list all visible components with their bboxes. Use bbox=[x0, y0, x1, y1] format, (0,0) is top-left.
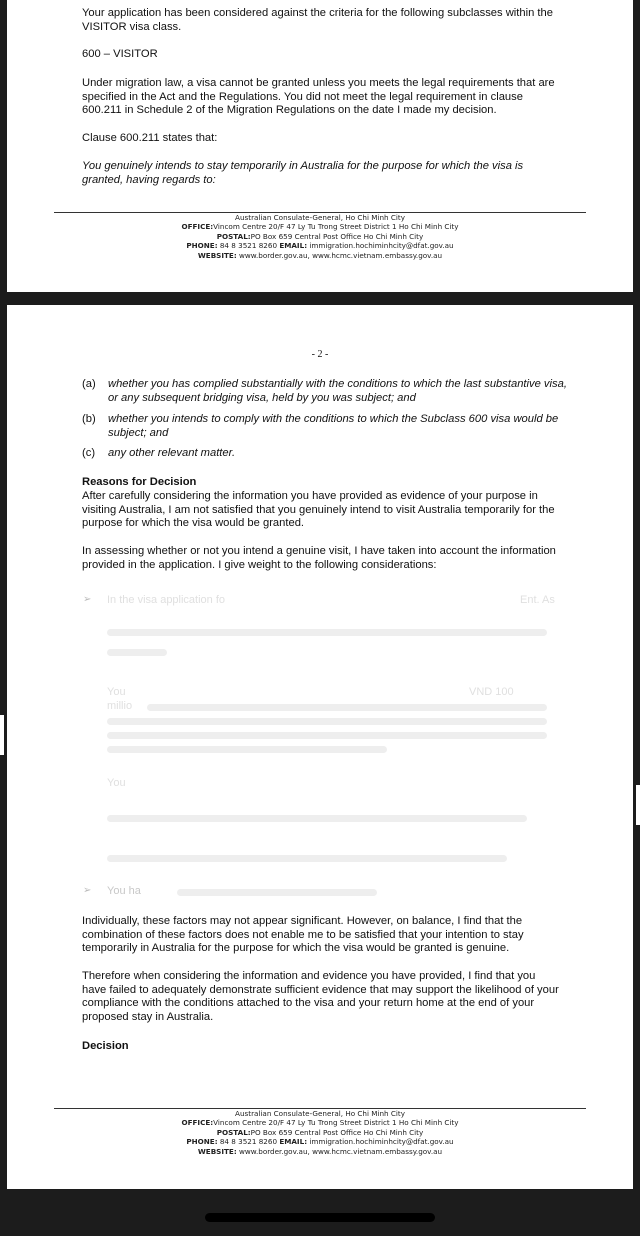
scroll-edge-highlight bbox=[0, 715, 4, 755]
faint-text: millio bbox=[107, 700, 133, 712]
footer-postal: POSTAL:PO Box 659 Central Post Office Ho Chi Minh City bbox=[216, 1127, 424, 1137]
obscured-line bbox=[107, 732, 547, 739]
list-item-text: whether you intends to comply with the conditions to which the Subclass 600 visa would be subject; and bbox=[108, 413, 559, 439]
list-item-a bbox=[82, 378, 572, 406]
faint-text: Ent. As bbox=[520, 594, 555, 606]
footer-phone: PHONE: 84 8 3521 8260 EMAIL: immigration.hochiminhcity@dfat.gov.au bbox=[186, 241, 454, 251]
obscured-line bbox=[147, 704, 547, 711]
footer-org: Australian Consulate-General, Ho Chi Minh City bbox=[235, 213, 405, 222]
footer-office: OFFICE:Vincom Centre 20/F 47 Ly Tu Trong Street District 1 Ho Chi Minh City bbox=[181, 222, 459, 232]
list-item-text: whether you has complied substantially with the conditions to which the last substantive visa, or any subsequent bridging visa, held by you was subject; and bbox=[108, 378, 567, 404]
footer-website: WEBSITE: www.border.gov.au, www.hcmc.vietnam.embassy.gov.au bbox=[197, 1146, 443, 1156]
obscured-line bbox=[107, 649, 167, 656]
footer bbox=[7, 1109, 633, 1156]
scroll-edge-highlight bbox=[636, 785, 640, 825]
footer-website: WEBSITE: www.border.gov.au, www.hcmc.vietnam.embassy.gov.au bbox=[197, 250, 443, 260]
list-item-b bbox=[82, 413, 572, 441]
faint-text: VND 100 bbox=[469, 686, 514, 698]
document-page-1 bbox=[7, 0, 633, 292]
obscured-line bbox=[107, 629, 547, 636]
intro-paragraph: Your application has been considered against the criteria for the following subclasses within the VISITOR visa class. bbox=[82, 7, 553, 33]
decision-heading: Decision bbox=[82, 1040, 129, 1052]
page-number: - 2 - bbox=[311, 349, 329, 360]
list-item-label: (c) bbox=[82, 447, 96, 459]
obscured-line bbox=[107, 815, 527, 822]
footer bbox=[7, 213, 633, 260]
list-item-label: (a) bbox=[82, 378, 96, 390]
faint-text: You bbox=[107, 777, 126, 789]
faint-text: You ha bbox=[107, 885, 141, 897]
list-item-text: any other relevant matter. bbox=[108, 447, 236, 459]
assessing-paragraph: In assessing whether or not you intend a genuine visit, I have taken into account the information provided in the application. I give weight to the following considerations: bbox=[82, 545, 556, 571]
subclass-heading: 600 – VISITOR bbox=[82, 48, 158, 60]
faint-text: In the visa application fo bbox=[107, 594, 226, 606]
therefore-paragraph: Therefore when considering the information and evidence you have provided, I find that you have failed to adequately demonstrate sufficient evidence that may support the likelihood of your compliance with the conditions attached to the visa and your return home at the end of your proposed stay in Australia. bbox=[82, 970, 559, 1023]
clause-intro: Clause 600.211 states that: bbox=[82, 132, 218, 144]
list-item-c bbox=[82, 447, 572, 461]
obscured-line bbox=[107, 718, 547, 725]
reasons-paragraph: After carefully considering the information you have provided as evidence of your purpose in visiting Australia, I am not satisfied that you genuinely intend to visit Australia temporarily for the purpose for which the visa would be granted. bbox=[82, 490, 555, 530]
obscured-line bbox=[107, 746, 387, 753]
bullet-arrow-icon: ➢ bbox=[83, 885, 92, 896]
footer-postal: POSTAL:PO Box 659 Central Post Office Ho Chi Minh City bbox=[216, 231, 424, 241]
bullet-arrow-icon: ➢ bbox=[83, 594, 92, 605]
obscured-line bbox=[177, 889, 377, 896]
faint-text: You bbox=[107, 686, 126, 698]
footer-phone: PHONE: 84 8 3521 8260 EMAIL: immigration.hochiminhcity@dfat.gov.au bbox=[186, 1137, 454, 1147]
footer-org: Australian Consulate-General, Ho Chi Minh City bbox=[235, 1109, 405, 1118]
list-item-label: (b) bbox=[82, 413, 96, 425]
individually-paragraph: Individually, these factors may not appear significant. However, on balance, I find that the combination of these factors does not enable me to be satisfied that your intention to stay temporarily in Australia for the purpose for which the visa would be granted is genuine. bbox=[82, 915, 524, 955]
clause-text: You genuinely intends to stay temporarily in Australia for the purpose for which the visa is granted, having regards to: bbox=[82, 160, 524, 186]
document-page-2 bbox=[7, 305, 633, 1189]
obscured-line bbox=[107, 855, 507, 862]
home-indicator[interactable] bbox=[205, 1213, 435, 1222]
reasons-heading: Reasons for Decision bbox=[82, 476, 197, 488]
footer-office: OFFICE:Vincom Centre 20/F 47 Ly Tu Trong Street District 1 Ho Chi Minh City bbox=[181, 1118, 459, 1128]
migration-law-paragraph: Under migration law, a visa cannot be granted unless you meets the legal requirements that are specified in the Act and the Regulations. You did not meet the legal requirement in clause 600.211 in Schedule 2 of the Migration Regulations on the date I made my decision. bbox=[82, 77, 555, 117]
